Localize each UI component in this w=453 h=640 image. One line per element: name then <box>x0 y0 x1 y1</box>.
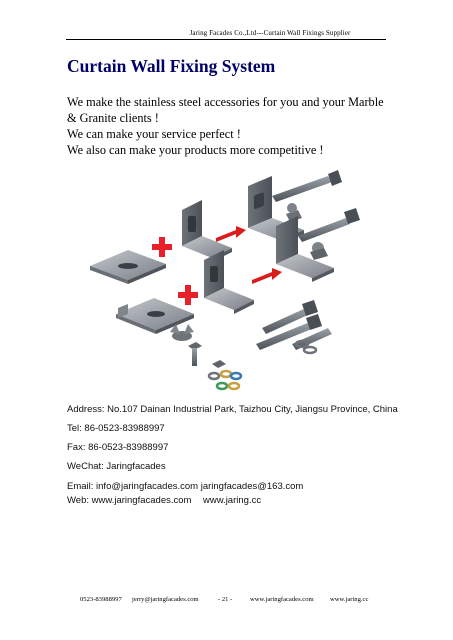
contact-email: Email: info@jaringfacades.com jaringfacades@163.com <box>67 481 304 492</box>
plus-icon-1 <box>152 237 172 257</box>
running-header: Jaring Facades Co.,Ltd---Curtain Wall Fixings Supplier <box>189 29 351 37</box>
footer-email: jerry@jaringfacades.com <box>132 596 199 603</box>
contact-wechat: WeChat: Jaringfacades <box>67 461 166 472</box>
intro-paragraph <box>67 94 397 158</box>
washer-set-bottom-icon <box>209 360 241 389</box>
footer-phone: 0523-83988997 <box>80 596 122 603</box>
intro-line-4: We also can make your products more competitive ! <box>67 143 324 157</box>
contact-fax: Fax: 86-0523-83988997 <box>67 442 169 453</box>
plus-icon-2 <box>178 285 198 305</box>
arrow-icon-2 <box>252 268 282 284</box>
contact-address: Address: No.107 Dainan Industrial Park, Taizhou City, Jiangsu Province, China <box>67 404 398 415</box>
header-divider <box>66 39 386 40</box>
intro-line-2: & Granite clients ! <box>67 111 159 125</box>
footer-page-number: - 21 - <box>218 596 233 603</box>
contact-web-alt: www.jaring.cc <box>203 495 262 506</box>
hex-bolt-icon <box>188 342 202 366</box>
fixing-system-illustration <box>66 168 386 400</box>
intro-line-1: We make the stainless steel accessories for you and your Marble <box>67 95 384 109</box>
contact-web: Web: www.jaringfacades.com <box>67 495 192 506</box>
plate-with-tabs-icon <box>116 298 194 334</box>
arrow-icon-1 <box>216 226 246 242</box>
contact-tel: Tel: 86-0523-83988997 <box>67 423 165 434</box>
intro-line-3: We can make your service perfect ! <box>67 127 241 141</box>
l-bracket-loose-icon <box>182 200 232 262</box>
footer-site-1: www.jaringfacades.com <box>250 596 314 603</box>
footer-site-2: www.jaring.cc <box>330 596 369 603</box>
flat-plate-top-icon <box>90 250 166 284</box>
l-bracket-middle-icon <box>204 250 254 314</box>
page-title: Curtain Wall Fixing System <box>67 56 276 76</box>
